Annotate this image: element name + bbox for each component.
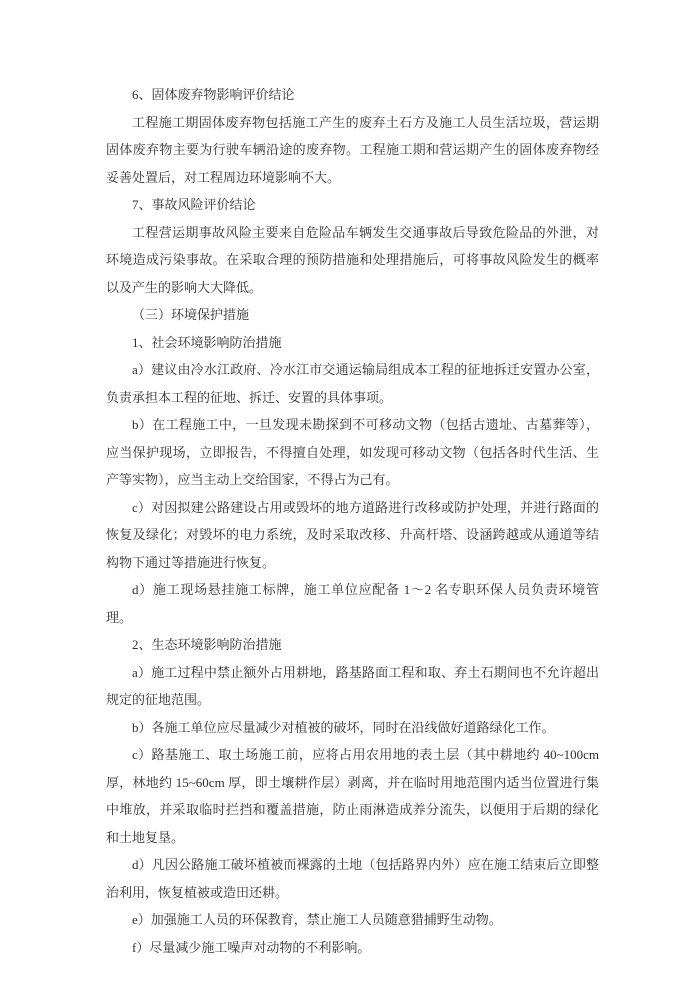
heading-social-environment-measures: 1、社会环境影响防治措施 — [132, 334, 282, 350]
para-eco-measure-e: e）加强施工人员的环保教育，禁止施工人员随意猎捕野生动物。 — [132, 912, 502, 927]
document-page — [106, 81, 599, 961]
heading-environmental-protection-measures: （三）环境保护措施 — [132, 307, 250, 322]
para-social-measure-a: a）建议由冷水江政府、冷水江市交通运输局组成本工程的征地拆迁安置办公室，负责承担本工程的征地、拆迁、安置的具体事项。 — [106, 362, 599, 405]
para-accident-risk-conclusion: 工程营运期事故风险主要来自危险品车辆发生交通事故后导致危险品的外泄，对环境造成污染事故。在采取合理的预防措施和处理措施后，可将事故风险发生的概率以及产生的影响大大降低。 — [106, 224, 599, 295]
heading-solid-waste-conclusion: 6、固体废弃物影响评价结论 — [132, 87, 295, 102]
para-eco-measure-c: c）路基施工、取土场施工前，应将占用农用地的表土层（其中耕地约 40~100cm 厚，林地约 15~60cm 厚，即土壤耕作层）剥离，并在临时用地范围内适当位置进行集中堆放，并采取临时拦挡和覆盖措施，防止雨淋造成养分流失，以便用于后期的绿化和土地复垦。 — [106, 747, 599, 845]
para-social-measure-c: c）对因拟建公路建设占用或毁坏的地方道路进行改移或防护处理，并进行路面的恢复及绿化；对毁坏的电力系统，及时采取改移、升高杆塔、设涵跨越或从通道等结构物下通过等措施进行恢复。 — [106, 499, 599, 570]
heading-ecological-environment-measures: 2、生态环境影响防治措施 — [132, 637, 282, 652]
para-eco-measure-b: b）各施工单位应尽量减少对植被的破坏，同时在沿线做好道路绿化工作。 — [132, 719, 555, 735]
para-social-measure-d: d）施工现场悬挂施工标牌，施工单位应配备 1～2 名专职环保人员负责环境管理。 — [106, 582, 599, 625]
para-eco-measure-a: a）施工过程中禁止额外占用耕地，路基路面工程和取、弃土石期间也不允许超出规定的征地范围。 — [106, 664, 599, 707]
heading-accident-risk-conclusion: 7、事故风险评价结论 — [132, 197, 256, 212]
para-eco-measure-f: f）尽量减少施工噪声对动物的不利影响。 — [132, 939, 371, 955]
para-social-measure-b: b）在工程施工中，一旦发现未勘探到不可移动文物（包括古遗址、古墓葬等），应当保护现场，立即报告，不得擅自处理，如发现可移动文物（包括各时代生活、生产等实物），应当主动上交给国家，不得占为己有。 — [106, 417, 599, 487]
para-eco-measure-d: d）凡因公路施工破坏植被而裸露的土地（包括路界内外）应在施工结束后立即整治利用，恢复植被或造田还耕。 — [106, 857, 599, 900]
para-solid-waste-conclusion: 工程施工期固体废弃物包括施工产生的废弃土石方及施工人员生活垃圾，营运期固体废弃物主要为行驶车辆沿途的废弃物。工程施工期和营运期产生的固体废弃物经妥善处置后，对工程周边环境影响不大。 — [106, 114, 599, 185]
